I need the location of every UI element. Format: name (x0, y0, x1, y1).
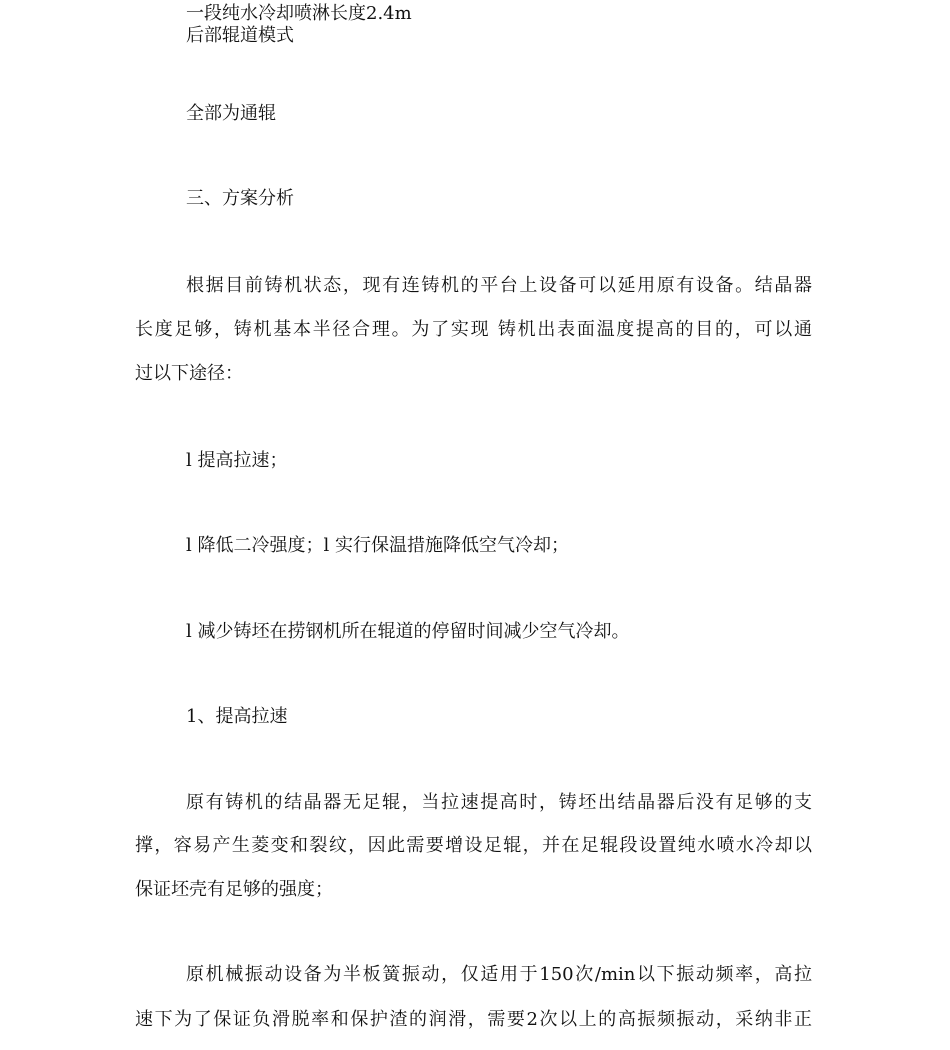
foot-roll-paragraph-line-2: 撑，容易产生菱变和裂纹，因此需要增设足辊，并在足辊段设置纯水喷水冷却以 (135, 835, 812, 856)
subsection-heading: 1、提高拉速 (186, 706, 288, 727)
all-rolls-line: 全部为通辊 (186, 103, 276, 124)
list-item: l 减少铸坯在捞钢机所在辊道的停留时间减少空气冷却。 (186, 621, 630, 642)
spray-length-line: 一段纯水冷却喷淋长度2.4m (186, 3, 412, 24)
list-item: l 降低二冷强度；l 实行保温措施降低空气冷却； (186, 535, 569, 556)
foot-roll-paragraph-line-1: 原有铸机的结晶器无足辊，当拉速提高时，铸坯出结晶器后没有足够的支 (186, 792, 812, 813)
intro-paragraph-line-2: 长度足够，铸机基本半径合理。为了实现 铸机出表面温度提高的目的，可以通 (135, 319, 812, 340)
oscillation-paragraph-line-1: 原机械振动设备为半板簧振动，仅适用于150次/min以下振动频率，高拉 (186, 964, 812, 985)
section-heading: 三、方案分析 (186, 188, 294, 209)
intro-paragraph-line-1: 根据目前铸机状态，现有连铸机的平台上设备可以延用原有设备。结晶器 (186, 275, 812, 296)
roller-mode-line: 后部辊道模式 (186, 25, 294, 46)
intro-paragraph-line-3: 过以下途径： (135, 363, 243, 384)
list-item: l 提高拉速； (186, 450, 288, 471)
oscillation-paragraph-line-2: 速下为了保证负滑脱率和保护渣的润滑，需要2次以上的高振频振动，采纳非正 (135, 1009, 812, 1030)
foot-roll-paragraph-line-3: 保证坯壳有足够的强度； (135, 879, 333, 900)
